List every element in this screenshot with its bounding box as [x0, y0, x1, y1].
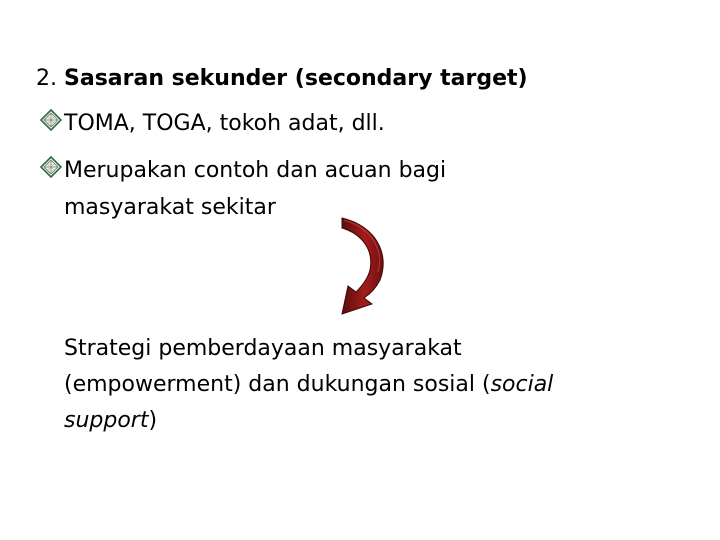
section-heading: [36, 64, 528, 94]
bullet-1-text: TOMA, TOGA, tokoh adat, dll.: [64, 111, 385, 136]
strategy-line-3: [64, 403, 694, 439]
strategy-line-2: [64, 367, 694, 403]
strategy-line-1: Strategi pemberdayaan masyarakat: [64, 336, 462, 361]
strategy-line-3-italic: support: [64, 408, 149, 433]
curved-down-arrow-icon: [336, 214, 390, 318]
diamond-bullet-icon: [40, 156, 62, 178]
strategy-line-3-text: ): [148, 408, 158, 433]
strategy-line-2-text: (empowerment) dan dukungan sosial (: [64, 372, 491, 397]
strategy-paragraph: [64, 331, 694, 439]
bullet-2-line-2: masyarakat sekitar: [64, 195, 276, 220]
diamond-bullet-icon: [40, 109, 62, 131]
bullet-2-line-1: Merupakan contoh dan acuan bagi: [64, 158, 447, 183]
strategy-line-2-italic: social: [490, 372, 554, 397]
heading-number: 2.: [36, 66, 57, 91]
heading-title: Sasaran sekunder (secondary target): [64, 66, 528, 91]
